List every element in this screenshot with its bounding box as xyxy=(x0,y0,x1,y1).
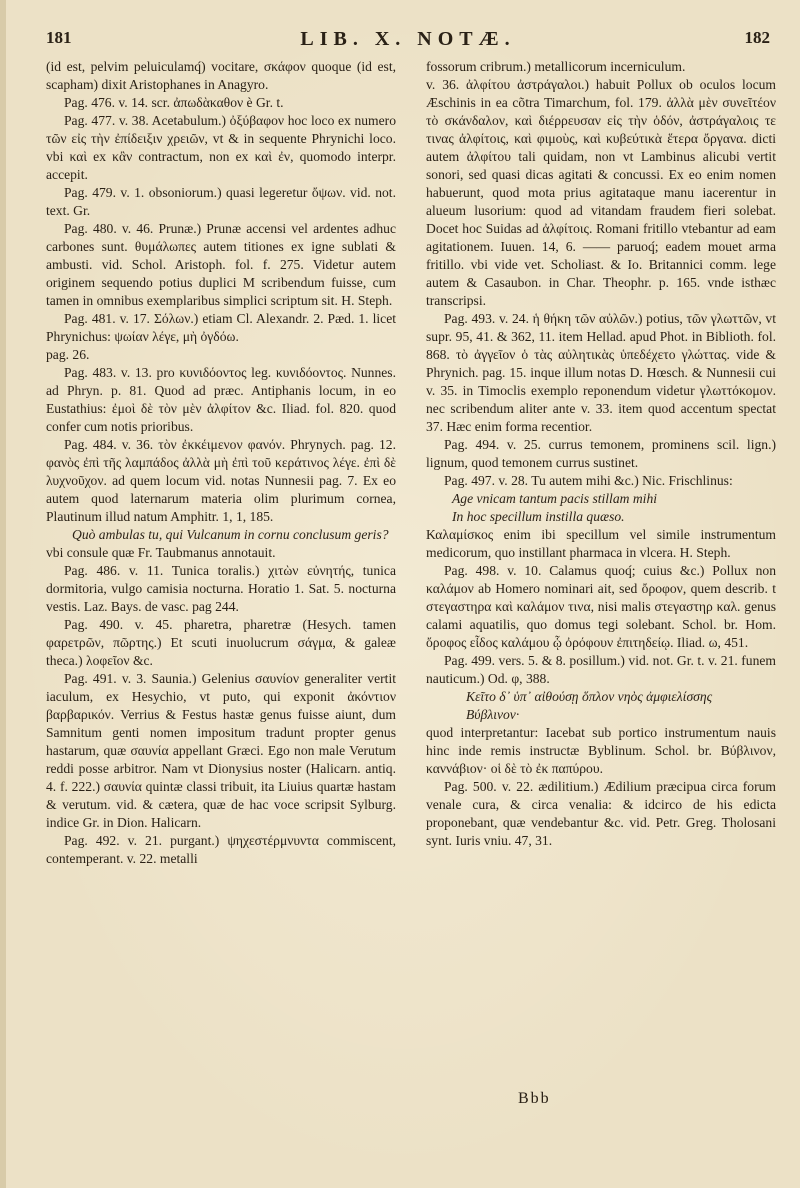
page-header xyxy=(46,28,770,58)
paragraph: Pag. 477. v. 38. Acetabulum.) ὀξύβαφον hoc loco ex numero τῶν εἰς τὴν ἐπίδειξιν χρειῶν, vt & in sequente Phrynichi loco. vbi καὶ ex κἂν contractum, non ex καὶ ἐν, quomodo interpr. accepit. xyxy=(46,113,396,182)
paragraph: Pag. 481. v. 17. Σόλων.) etiam Cl. Alexandr. 2. Pæd. 1. licet Phrynichus: ψωίαν λέγε, μὴ ὀγδόω. xyxy=(46,311,396,344)
left-column xyxy=(46,58,396,1108)
paragraph: pag. 26. xyxy=(46,347,90,362)
paragraph: Pag. 483. v. 13. pro κυνιδόοντος leg. κυνιδόοντος. Nunnes. ad Phryn. p. 81. Quod ad præc. Antiphanis locum, in eo Eustathius: ἐμοὶ δὲ τὸν μὲν ἀλφίτον &c. Iliad. fol. 820. quod confer cum notis prioribus. xyxy=(46,365,396,434)
paragraph: Pag. 497. v. 28. Tu autem mihi &c.) Nic. Frischlinus: xyxy=(444,473,733,488)
paragraph: quod interpretantur: Iacebat sub portico instrumentum nauis hinc inde remis instructæ Byblinum. Schol. br. Βύβλινον, καννάβιον· οἱ δὲ τὸ ἐκ παπύρου. xyxy=(426,725,776,776)
paragraph: Pag. 500. v. 22. ædilitium.) Ædilium præcipua circa forum venale cura, & circa venalia: & idcirco de his edicta proponebant, quæ vendebantur &c. vid. Petr. Greg. Tholosani synt. Iuris vniu. 47, 31. xyxy=(426,779,776,848)
paragraph: fossorum cribrum.) metallicorum incerniculum. xyxy=(426,59,686,74)
page-number-left: 181 xyxy=(46,28,72,47)
running-title: LIB. X. NOTÆ. xyxy=(300,28,516,50)
paragraph: Pag. 480. v. 46. Prunæ.) Prunæ accensi vel ardentes adhuc carbones sunt. θυμάλωπες autem titiones ex igne sublati & ambusti. vid. Schol. Aristoph. fol. f. 275. Videtur autem originem sequendo potius duplici M scribendum fuisse, cum tamen in omnibus exemplaribus simplici scriptum sit. H. Steph. xyxy=(46,221,396,308)
text-columns xyxy=(46,58,776,1108)
paragraph: Age vnicam tantum pacis stillam mihi xyxy=(452,491,658,506)
paragraph: Pag. 498. v. 10. Calamus quoq́; cuius &c.) Pollux non καλάμον ab Homero nominari ait, sed ὄροφον, quem describ. t στεγαστηρα καὶ καλάμον τινα, nisi malis στεγαστηρ καλ. genus calami aquatilis, quo domus tegi solebant. Schol. br. Hom. ὄροφος εἶδος καλάμου ᾧ ὀρόφουν ἐπιτηδείῳ. Iliad. ω, 451. xyxy=(426,563,776,650)
paragraph: Quò ambulas tu, qui Vulcanum in cornu conclusum geris? xyxy=(72,527,389,542)
paragraph: Pag. 476. v. 14. scr. ἀπωδὰκαθον è Gr. t. xyxy=(64,95,284,110)
paragraph: Pag. 479. v. 1. obsoniorum.) quasi legeretur ὄψων. vid. not. text. Gr. xyxy=(46,185,396,218)
paragraph: Pag. 499. vers. 5. & 8. posillum.) vid. not. Gr. t. v. 21. funem nauticum.) Od. φ, 388. xyxy=(426,653,776,686)
right-column xyxy=(426,58,776,1108)
paragraph: Καλαμίσκος enim ibi specillum vel simile instrumentum medicorum, quo instillant pharmaca in vlcera. H. Steph. xyxy=(426,527,776,560)
paragraph: Pag. 494. v. 25. currus temonem, prominens scil. lign.) lignum, quod temonem currus sustinet. xyxy=(426,437,776,470)
paragraph: Κεῖτο δ᾽ ὑπ᾽ αἰθούσῃ ὅπλον νηὸς ἀμφιελίσσης xyxy=(466,689,713,704)
paragraph: Pag. 484. v. 36. τὸν ἐκκέιμενον φανόν. Phrynych. pag. 12. φανὸς ἐπὶ τῆς λαμπάδος ἀλλὰ μὴ ἐπὶ τοῦ κεράτινος λέγε. ἐπὶ δὲ λυχνοῦχον. ad quem locum vid. notas Nunnesii pag. 7. Ex eo autem quod laternarum materia olim plurimum cornea, Plautinum illud natum Amphitr. 1, 1, 185. xyxy=(46,437,396,524)
paragraph: v. 36. ἀλφίτου ἀστράγαλοι.) habuit Pollux ob oculos locum Æschinis in ea cõtra Timarchum, fol. 179. ἀλλὰ μὲν συνεῖτέον τὸ σκάνδαλον, καὶ διέρρευσαν εἰς τὴν ὁδόν, ἀστράγαλοις τε τινας ἀλφίτοις, καὶ φιμοὺς, καὶ κυβεύτικὰ ἕτερα ὄργανα. dicti autem ἀλφίτου tali quidam, non vt Lambinus alicubi vertit sonori, sed quasi dicas agitati & concussi. Ex eo enim nomen habuerunt, quod mota prius agitataque manu iacerentur in alueum lusorium: quod ad vitandam fraudem fieri solebat. Docet hoc Suidas ad ἀλφίτοις. Romani fritillo vtebantur ad eam agitationem. Iuuen. 14, 6. —— paruoq́; eadem mouet arma fritillo. vbi vide vet. Scholiast. & Io. Britannici comm. lege autem & Casaubon. in Char. Theophr. p. 165. vnde isthæc transcripsi. xyxy=(426,77,776,308)
paragraph: In hoc specillum instilla quæso. xyxy=(452,509,625,524)
paragraph: vbi consule quæ Fr. Taubmanus annotauit. xyxy=(46,545,276,560)
paragraph: Pag. 486. v. 11. Tunica toralis.) χιτὼν εὐνητής, tunica dormitoria, vulgo camisia nocturna. Horatio 1. Sat. 5. nocturna vestis. Laz. Bays. de vasc. pag 244. xyxy=(46,563,396,614)
signature-mark: Bbb xyxy=(518,1090,551,1107)
paragraph: Βύβλινον· xyxy=(466,707,520,722)
paragraph: Pag. 492. v. 21. purgant.) ψηχεστέρμνυντα commiscent, contemperant. v. 22. metalli xyxy=(46,833,396,866)
paragraph: Pag. 490. v. 45. pharetra, pharetræ (Hesych. tamen φαρετρῶν, πῶρτης.) Et scuti inuolucrum σάγμα, & galeæ theca.) λοφεῖον &c. xyxy=(46,617,396,668)
page-number-right: 182 xyxy=(744,28,770,47)
paragraph: Pag. 493. v. 24. ἡ θήκη τῶν αὐλῶν.) potius, τῶν γλωττῶν, vt supr. 95, 41. & 362, 11. item Hellad. apud Phot. in Biblioth. fol. 868. τὸ ἀγγεῖον ὁ τὰς αὐλητικὰς ὑπεδέχετο γλώττας. vide & Phrynich. pag. 15. inque illum notas D. Hœsch. & Nunnesii cui v. 35. in Timoclis exemplo reponendum videtur γλωττόκομον. nec scribendum aliter ante v. 33. item quod accentum spectat 37. Hæc enim forma recentior. xyxy=(426,311,776,434)
paragraph: Pag. 491. v. 3. Saunia.) Gelenius σαυνίον generaliter vertit iaculum, ex Hesychio, vt puto, qui exponit ἀκόντιον βαρβαρικόν. Verrius & Festus hastæ genus fuisse aiunt, dum Samnitum genti nomen impositum tradunt propter genus hastarum, quæ σαυνία appellant Græci. Ego non male Verutum reddi posse arbitror. Nam vt Dionysius noster (Halicarn. antiq. 4. f. 222.) σαυνία quintæ classi tribuit, ita Liuius quartæ hastam & verutum. vid. & cætera, quæ de hac voce scripsit Sylburg. indice Gr. in Dion. Halicarn. xyxy=(46,671,396,830)
paragraph: (id est, pelvim peluiculamq́) vocitare, σκάφον quoque (id est, scapham) dixit Aristophanes in Anagyro. xyxy=(46,59,396,92)
